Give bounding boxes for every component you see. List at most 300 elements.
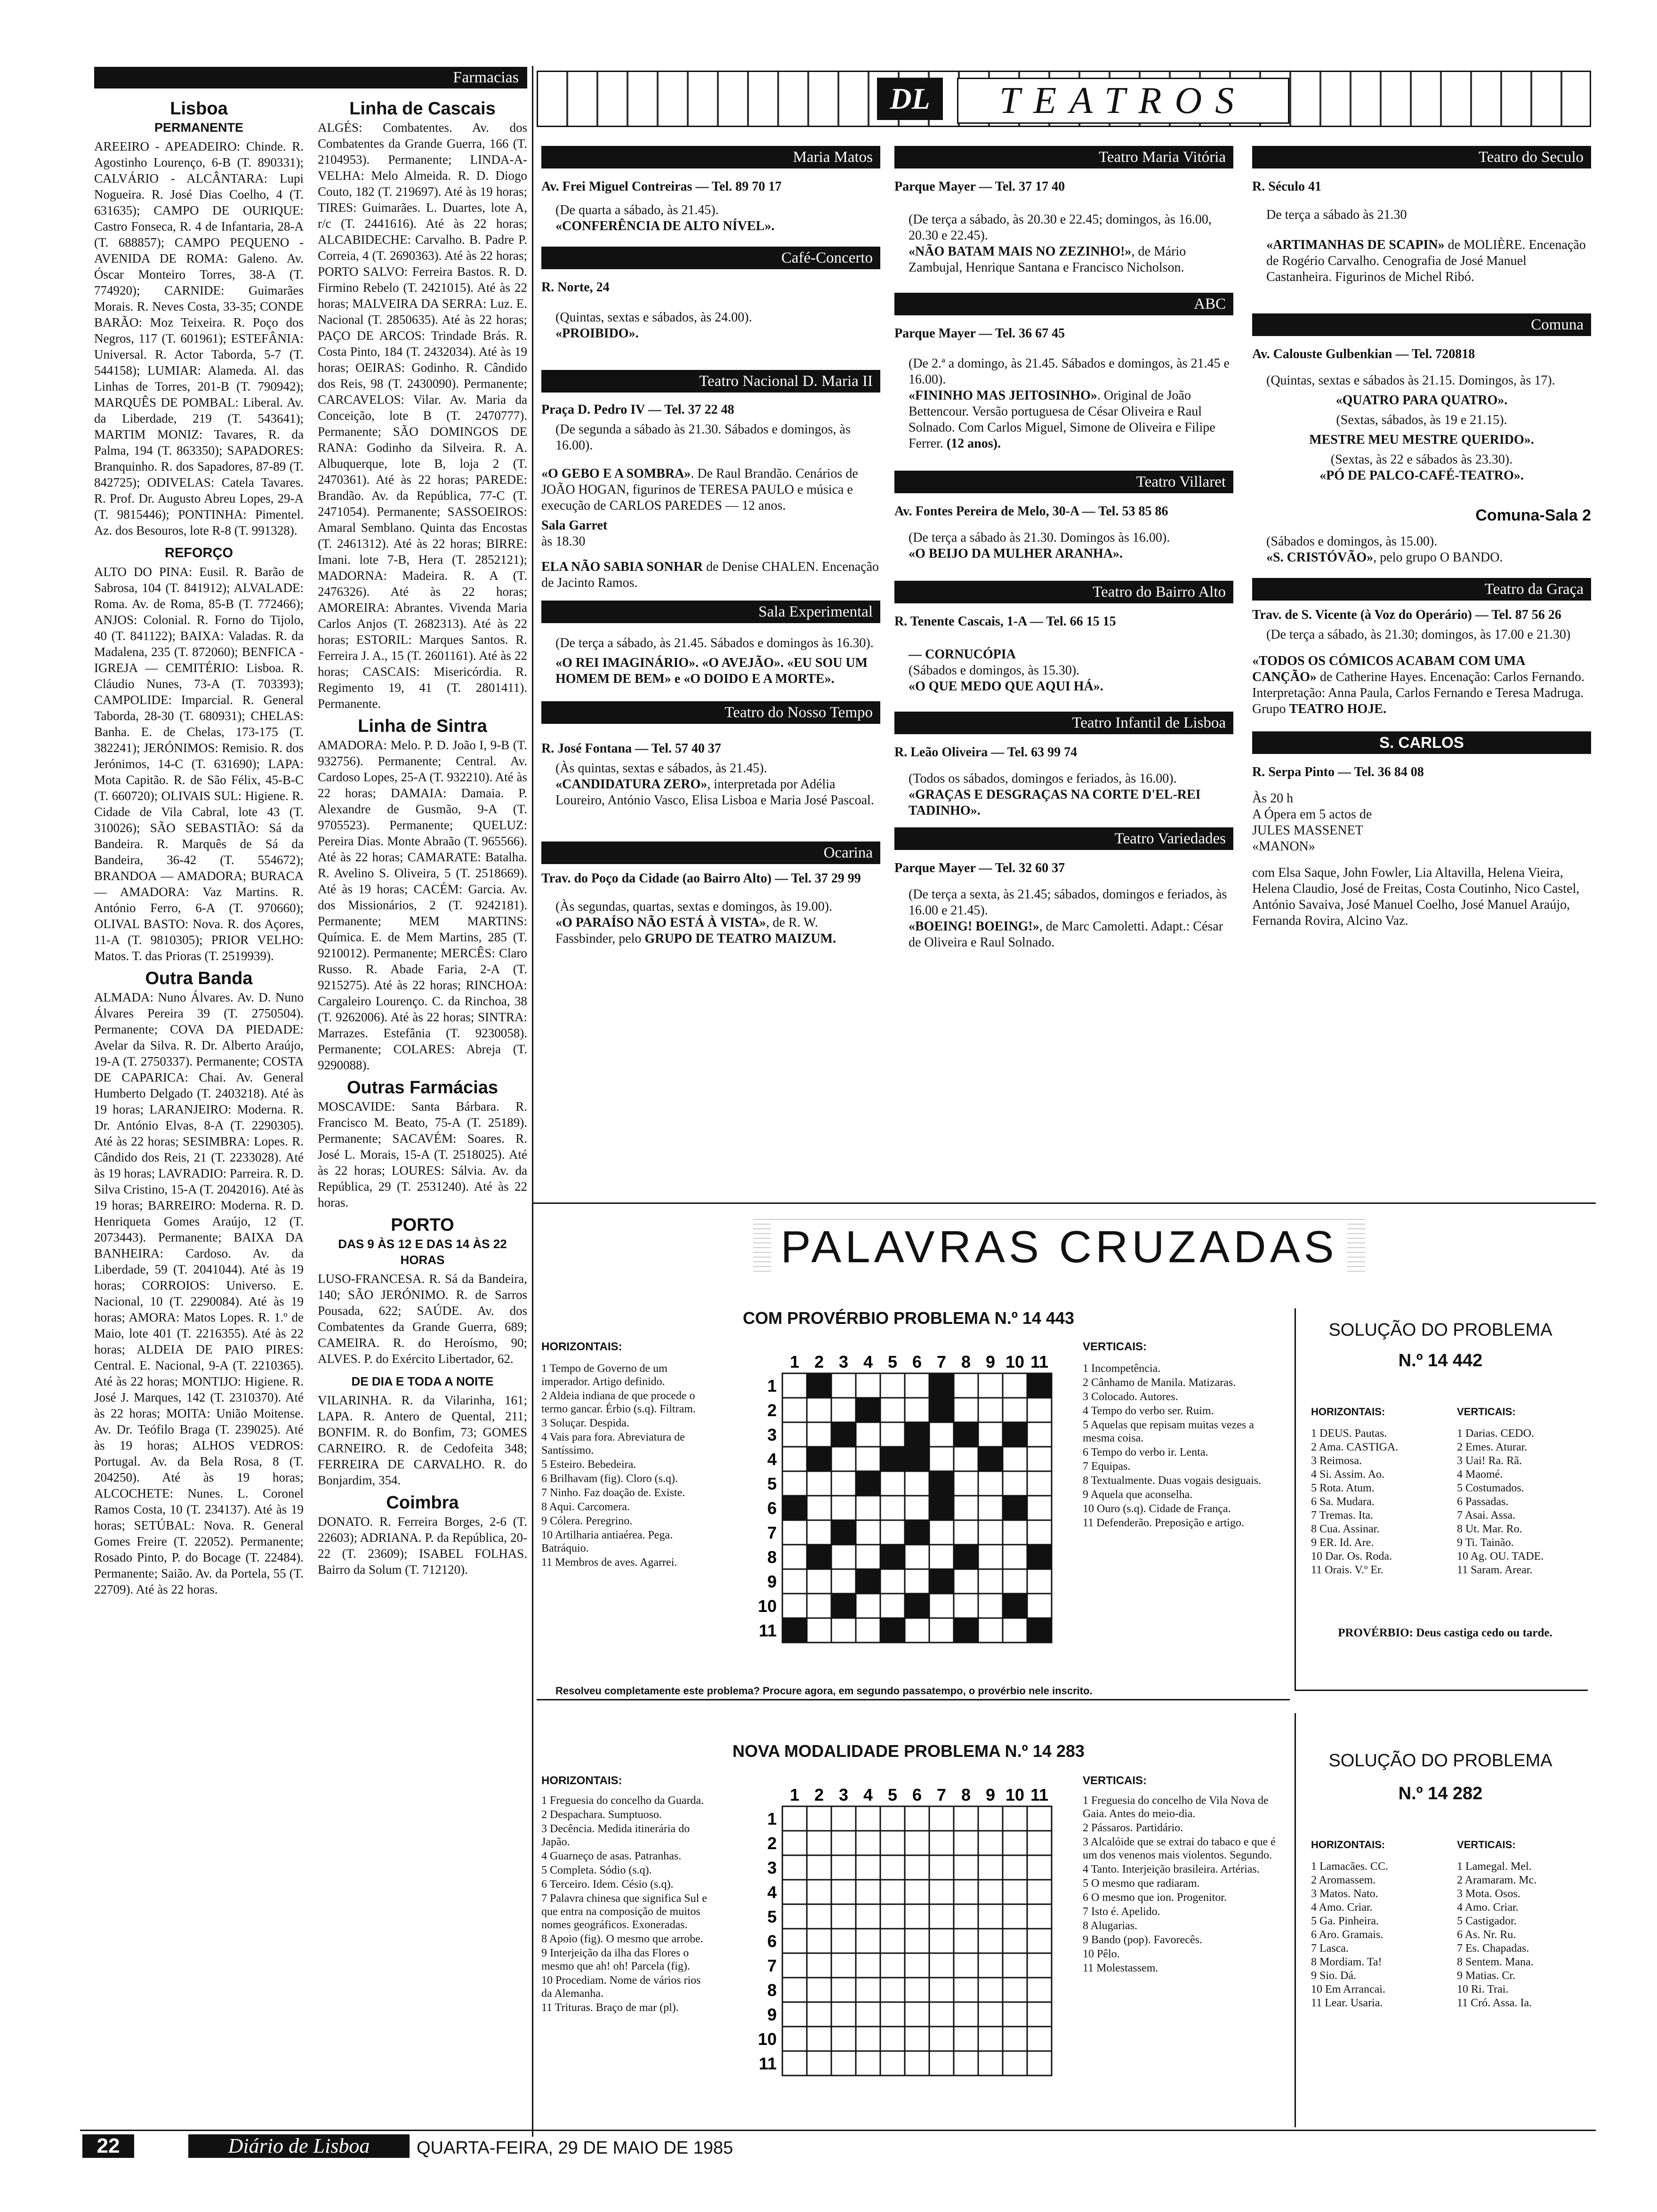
pharmacy-column-1 [94,94,304,1597]
p2-cell[interactable] [1027,1855,1052,1880]
sol1-h-6: 7 Tremas. Ita. [1311,1509,1373,1522]
p1-h-5: 6 Brilhavam (fig). Cloro (s.q). [541,1473,678,1485]
p2-cell[interactable] [929,1831,954,1855]
p1-cell[interactable] [978,1373,1003,1398]
p2-cell[interactable] [807,1806,831,1831]
p1-cell[interactable] [978,1422,1003,1447]
p2-cell[interactable] [929,1953,954,1978]
p2-cell[interactable] [856,2051,880,2076]
sol1-h-8: 9 ER. Id. Are. [1311,1537,1374,1549]
p2-cell[interactable] [782,1904,807,1929]
p2-cell[interactable] [782,2051,807,2076]
p1-cell[interactable] [880,1422,905,1447]
p2-cell[interactable] [978,1929,1003,1953]
p2-col-number: 4 [863,1785,873,1804]
p2-cell[interactable] [1003,1929,1027,1953]
p2-cell[interactable] [929,1880,954,1904]
p1-cell[interactable] [905,1569,929,1594]
p2-cell[interactable] [856,2002,880,2027]
p2-cell[interactable] [1027,1953,1052,1978]
p2-row-number: 10 [757,2029,777,2049]
p2-cell[interactable] [1003,1806,1027,1831]
p1-cell[interactable] [856,1496,880,1520]
p1-black-cell [856,1471,880,1496]
scarlos-info: Às 20 h [1252,791,1294,806]
p1-cell[interactable] [782,1520,807,1545]
p2-cell[interactable] [954,1806,978,1831]
sol2-h-5: 6 Aro. Gramais. [1311,1929,1384,1941]
p1-cell[interactable] [807,1520,831,1545]
p2-cell[interactable] [1003,1904,1027,1929]
ocarina-group: GRUPO DE TEATRO MAIZUM. [644,931,836,946]
p2-cell[interactable] [807,1831,831,1855]
p2-cell[interactable] [807,1953,831,1978]
p1-cell[interactable] [856,1373,880,1398]
p1-cell[interactable] [1027,1520,1052,1545]
p2-row-number: 4 [767,1883,777,1902]
p2-cell[interactable] [978,1953,1003,1978]
p1-cell[interactable] [856,1422,880,1447]
sol2-h-10: 11 Lear. Usaria. [1311,1997,1383,2009]
p1-cell[interactable] [954,1520,978,1545]
p1-black-cell [1027,1373,1052,1398]
p1-cell[interactable] [856,1545,880,1569]
p1-cell[interactable] [978,1496,1003,1520]
p1-cell[interactable] [905,1398,929,1422]
p1-cell[interactable] [929,1447,954,1471]
p1-cell[interactable] [880,1398,905,1422]
p2-cell[interactable] [954,1831,978,1855]
porto-list: LUSO-FRANCESA. R. Sá da Bandeira, 140; SÃO JERÓNIMO. R. de Sarros Pousada, 622; SAÚDE. Av. dos Combatentes da Grande Guerra, 689; CAMEIRA. R. do Heroísmo, 90; ALVES. P. do Exército Libertador, 62. [318,1272,527,1366]
p2-cell[interactable] [831,1855,856,1880]
p1-cell[interactable] [782,1594,807,1618]
p2-row-number: 1 [767,1809,777,1828]
p1-cell[interactable] [905,1545,929,1569]
p2-cell[interactable] [929,1978,954,2002]
p2-cell[interactable] [978,2002,1003,2027]
p1-col-number: 7 [936,1352,947,1371]
p2-cell[interactable] [880,2051,905,2076]
scarlos-composer: JULES MASSENET [1252,823,1363,838]
sol2-h-3: 4 Amo. Criar. [1311,1901,1373,1914]
p1-h-label: HORIZONTAIS: [541,1340,622,1353]
p2-vertical-clues [1083,1774,1280,1976]
comuna-info2: (Sextas, sábados, às 19 e 21.15). [1336,413,1507,427]
p2-cell[interactable] [782,1855,807,1880]
p2-cell[interactable] [954,1953,978,1978]
p1-cell[interactable] [929,1545,954,1569]
p2-cell[interactable] [1027,1806,1052,1831]
p1-cell[interactable] [978,1520,1003,1545]
p1-cell[interactable] [929,1594,954,1618]
p1-cell[interactable] [978,1545,1003,1569]
nosso-tempo-header: Teatro do Nosso Tempo [541,701,880,724]
p1-cell[interactable] [831,1447,856,1471]
p1-cell[interactable] [905,1471,929,1496]
p1-cell[interactable] [1027,1594,1052,1618]
p2-cell[interactable] [929,1855,954,1880]
p2-cell[interactable] [1027,1880,1052,1904]
p2-cell[interactable] [929,2002,954,2027]
p2-cell[interactable] [929,1806,954,1831]
p2-row-number: 7 [767,1956,777,1975]
p1-black-cell [905,1520,929,1545]
p1-cell[interactable] [1003,1398,1027,1422]
p1-cell[interactable] [1003,1373,1027,1398]
p1-black-cell [807,1373,831,1398]
coimbra-list: DONATO. R. Ferreira Borges, 2-6 (T. 22603); ADRIANA. P. da República, 20-22 (T. 23609); ISABEL FOLHAS. Bairro da Solum (T. 712120). [318,1515,527,1577]
p2-row-number: 6 [767,1931,777,1951]
experimental-info: (De terça a sábado, às 21.45. Sábados e domingos às 16.30). [555,636,874,650]
p1-cell[interactable] [880,1594,905,1618]
p1-cell[interactable] [831,1496,856,1520]
p2-cell[interactable] [929,2027,954,2051]
p2-cell[interactable] [978,1831,1003,1855]
p2-h-9: 10 Procediam. Nome de vários rios da Alemanha. [541,1974,701,2000]
p2-cell[interactable] [831,1880,856,1904]
p2-cell[interactable] [1027,1978,1052,2002]
noite-list: VILARINHA. R. da Vilarinha, 161; LAPA. R. Antero de Quental, 211; BONFIM. R. do Bonfim, 73; GOMES CARNEIRO. R. de Cedofeita 348; FERREIRA DE CARVALHO. R. do Bonjardim, 354. [318,1393,527,1487]
sol2-v-7: 8 Sentem. Mana. [1457,1956,1534,1968]
p2-cell[interactable] [831,2027,856,2051]
p2-cell[interactable] [831,2051,856,2076]
p2-cell[interactable] [905,1806,929,1831]
p1-cell[interactable] [978,1569,1003,1594]
sol2-v-3: 4 Amo. Criar. [1457,1901,1519,1914]
p2-cell[interactable] [856,1880,880,1904]
p1-h-1: 2 Aldeia indiana de que procede o termo gancar. Érbio (s.q). Filtram. [541,1390,696,1415]
p2-cell[interactable] [856,1929,880,1953]
sol1-horizontal [1311,1405,1448,1577]
p1-cell[interactable] [807,1471,831,1496]
p1-cell[interactable] [1003,1569,1027,1594]
infantil-address: R. Leão Oliveira — Tel. 63 99 74 [894,745,1078,760]
p2-cell[interactable] [1003,2002,1027,2027]
sol1-h-9: 10 Dar. Os. Roda. [1311,1550,1392,1563]
sol2-v-0: 1 Lamegal. Mel. [1457,1860,1532,1873]
maria-vitoria-address: Parque Mayer — Tel. 37 17 40 [894,179,1065,194]
sol2-num: N.º 14 282 [1398,1784,1483,1803]
p1-black-cell [807,1447,831,1471]
p1-cell[interactable] [782,1373,807,1398]
p1-cell[interactable] [807,1422,831,1447]
p2-cell[interactable] [782,1880,807,1904]
p2-cell[interactable] [1003,1831,1027,1855]
p2-v-2: 3 Alcalóide que se extrai do tabaco e que é um dos venenos mais violentos. Segundo. [1083,1836,1276,1861]
sol2-v-2: 3 Mota. Osos. [1457,1888,1520,1900]
p2-cell[interactable] [954,2002,978,2027]
p1-title: COM PROVÉRBIO PROBLEMA N.º 14 443 [743,1308,1074,1328]
p2-cell[interactable] [929,1929,954,1953]
p1-cell[interactable] [929,1422,954,1447]
p1-crossword-grid[interactable] [753,1351,1083,1671]
sol1-h-7: 8 Cua. Assinar. [1311,1523,1380,1535]
p1-cell[interactable] [831,1471,856,1496]
p2-cell[interactable] [978,2027,1003,2051]
p2-cell[interactable] [807,2051,831,2076]
p1-cell[interactable] [929,1520,954,1545]
sol1-v-10: 11 Saram. Arear. [1457,1564,1533,1576]
p2-cell[interactable] [905,1831,929,1855]
p1-cell[interactable] [782,1422,807,1447]
reforco-heading: REFORÇO [165,545,233,561]
p2-cell[interactable] [807,1978,831,2002]
p2-cell[interactable] [978,1806,1003,1831]
p2-cell[interactable] [1027,2051,1052,2076]
p2-cell[interactable] [954,1904,978,1929]
sol1-h-0: 1 DEUS. Pautas. [1311,1427,1387,1440]
comuna-show2: MESTRE MEU MESTRE QUERIDO». [1309,433,1534,447]
p1-cell[interactable] [856,1594,880,1618]
p1-cell[interactable] [1003,1471,1027,1496]
p2-row-number: 3 [767,1858,777,1877]
p1-cell[interactable] [1003,1545,1027,1569]
p1-cell[interactable] [782,1447,807,1471]
p2-cell[interactable] [978,1904,1003,1929]
p2-cell[interactable] [1027,1929,1052,1953]
p2-cell[interactable] [1003,1978,1027,2002]
p1-black-cell [905,1594,929,1618]
p1-vertical-clues [1083,1340,1280,1531]
p2-cell[interactable] [807,2027,831,2051]
p1-cell[interactable] [1003,1618,1027,1643]
p2-cell[interactable] [905,2051,929,2076]
p1-v-7: 8 Textualmente. Duas vogais desiguais. [1083,1475,1262,1487]
p2-cell[interactable] [807,1929,831,1953]
graca-address: Trav. de S. Vicente (à Voz do Operário) — Tel. 87 56 26 [1252,608,1561,622]
p2-cell[interactable] [905,1953,929,1978]
p2-cell[interactable] [831,1929,856,1953]
p2-cell[interactable] [782,1831,807,1855]
p1-cell[interactable] [782,1471,807,1496]
p2-cell[interactable] [807,1880,831,1904]
p2-cell[interactable] [880,1978,905,2002]
p1-h-9: 10 Artilharia antiaérea. Pega. Batráquio. [541,1529,673,1555]
p2-cell[interactable] [905,2002,929,2027]
p2-cell[interactable] [880,1880,905,1904]
p2-h-10: 11 Trituras. Braço de mar (pl). [541,2002,679,2014]
p2-v-4: 5 O mesmo que radiaram. [1083,1877,1200,1890]
p1-cell[interactable] [807,1594,831,1618]
p2-h-5: 6 Terceiro. Idem. Césio (s.q). [541,1878,674,1891]
p2-cell[interactable] [807,2002,831,2027]
experimental-header: Sala Experimental [541,601,880,623]
p2-h-3: 4 Guarneço de asas. Patranhas. [541,1850,682,1862]
p2-cell[interactable] [782,1806,807,1831]
p2-cell[interactable] [1003,1953,1027,1978]
sol2-horizontal [1311,1838,1448,2010]
p2-cell[interactable] [978,1880,1003,1904]
p2-cell[interactable] [831,1978,856,2002]
p1-cell[interactable] [905,1618,929,1643]
p2-cell[interactable] [905,2027,929,2051]
p1-black-cell [905,1422,929,1447]
p1-cell[interactable] [978,1618,1003,1643]
sol2-title: SOLUÇÃO DO PROBLEMA [1328,1751,1552,1771]
p2-cell[interactable] [831,1831,856,1855]
p2-cell[interactable] [954,1929,978,1953]
p2-cell[interactable] [954,2027,978,2051]
p2-cell[interactable] [856,1855,880,1880]
p1-cell[interactable] [954,1594,978,1618]
permanente-heading: PERMANENTE [154,120,243,135]
p1-cell[interactable] [782,1545,807,1569]
sol2-vertical [1457,1838,1584,2010]
p2-cell[interactable] [880,1831,905,1855]
p1-cell[interactable] [831,1545,856,1569]
p1-cell[interactable] [1027,1447,1052,1471]
sol2-h-0: 1 Lamacães. CC. [1311,1860,1388,1873]
p2-cell[interactable] [1003,2051,1027,2076]
p2-cell[interactable] [1003,1855,1027,1880]
column-divider [532,66,533,2137]
p1-black-cell [929,1471,954,1496]
p1-cell[interactable] [880,1496,905,1520]
p1-cell[interactable] [954,1496,978,1520]
p2-cell[interactable] [1027,2027,1052,2051]
p2-cell[interactable] [1027,2002,1052,2027]
p1-cell[interactable] [978,1471,1003,1496]
p1-cell[interactable] [1027,1422,1052,1447]
abc-info: (De 2.ª a domingo, às 21.45. Sábados e domingos, às 21.45 e 16.00). [909,356,1230,387]
p2-cell[interactable] [782,1978,807,2002]
p2-cell[interactable] [954,1978,978,2002]
p2-cell[interactable] [880,1855,905,1880]
p2-cell[interactable] [782,2002,807,2027]
p1-cell[interactable] [782,1398,807,1422]
p2-cell[interactable] [880,1953,905,1978]
p2-cell[interactable] [831,2002,856,2027]
p2-cell[interactable] [880,1929,905,1953]
p1-cell[interactable] [856,1520,880,1545]
p2-h-6: 7 Palavra chinesa que significa Sul e que entra na composição de muitos nomes geográficos. Exoneradas. [541,1892,707,1931]
p1-cell[interactable] [831,1373,856,1398]
p2-cell[interactable] [905,1978,929,2002]
p2-cell[interactable] [856,1806,880,1831]
p2-cell[interactable] [954,1855,978,1880]
p2-cell[interactable] [831,1953,856,1978]
nacional-desc2: de Denise CHALEN. Encenação de Jacinto Ramos. [541,560,879,590]
p1-cell[interactable] [954,1373,978,1398]
p2-cell[interactable] [831,1806,856,1831]
p1-cell[interactable] [905,1496,929,1520]
p1-cell[interactable] [880,1569,905,1594]
p1-cell[interactable] [807,1398,831,1422]
outra-banda-heading: Outra Banda [145,969,253,988]
p1-row-number: 2 [767,1401,777,1420]
p2-cell[interactable] [905,1929,929,1953]
p1-cell[interactable] [978,1398,1003,1422]
p2-cell[interactable] [782,1953,807,1978]
p1-cell[interactable] [954,1471,978,1496]
p1-cell[interactable] [1003,1447,1027,1471]
p1-v-label: VERTICAIS: [1083,1340,1147,1353]
p2-cell[interactable] [929,2051,954,2076]
p1-cell[interactable] [954,1569,978,1594]
p2-cell[interactable] [856,1831,880,1855]
p2-cell[interactable] [831,1904,856,1929]
p2-cell[interactable] [880,1806,905,1831]
maria-vitoria-header: Teatro Maria Vitória [894,146,1233,168]
p1-cell[interactable] [807,1569,831,1594]
p2-col-number: 8 [961,1785,971,1804]
p1-cell[interactable] [831,1618,856,1643]
p2-cell[interactable] [856,1978,880,2002]
p1-cell[interactable] [856,1618,880,1643]
p1-cell[interactable] [954,1398,978,1422]
scarlos-address: R. Serpa Pinto — Tel. 36 84 08 [1252,765,1424,779]
p1-cell[interactable] [905,1373,929,1398]
sol1-h-1: 2 Ama. CASTIGA. [1311,1441,1399,1453]
seculo-header: Teatro do Seculo [1252,146,1591,168]
p1-cell[interactable] [831,1398,856,1422]
maria-matos-header: Maria Matos [541,146,880,168]
newspaper-name: Diário de Lisboa [188,2134,410,2158]
p2-cell[interactable] [1027,1831,1052,1855]
p2-cell[interactable] [978,1855,1003,1880]
p1-cell[interactable] [880,1373,905,1398]
p1-cell[interactable] [807,1618,831,1643]
p2-cell[interactable] [880,2002,905,2027]
maria-matos-info: (De quarta a sábado, às 21.45). [555,203,719,217]
p2-cell[interactable] [880,2027,905,2051]
p2-cell[interactable] [856,1953,880,1978]
scarlos-opera: «MANON» [1252,839,1315,854]
p2-cell[interactable] [1027,1904,1052,1929]
p1-cell[interactable] [831,1569,856,1594]
p2-h-0: 1 Freguesia do concelho da Guarda. [541,1795,704,1807]
p1-cell[interactable] [856,1447,880,1471]
nacional-sala: Sala Garret [541,518,608,533]
p2-cell[interactable] [856,2027,880,2051]
farmacias-header: Farmacias [94,67,527,88]
p1-cell[interactable] [929,1618,954,1643]
p2-cell[interactable] [1003,2027,1027,2051]
p1-cell[interactable] [807,1496,831,1520]
p2-cell[interactable] [929,1904,954,1929]
p2-cell[interactable] [880,1904,905,1929]
p1-cell[interactable] [880,1471,905,1496]
p2-cell[interactable] [782,2027,807,2051]
comuna-sala2-header: Comuna-Sala 2 [1475,506,1591,524]
p1-cell[interactable] [880,1520,905,1545]
sol2-v-8: 9 Matias. Cr. [1457,1970,1515,1982]
p1-cell[interactable] [782,1569,807,1594]
p2-cell[interactable] [905,1855,929,1880]
p1-cell[interactable] [978,1594,1003,1618]
seculo-address: R. Século 41 [1252,179,1321,194]
p2-cell[interactable] [978,1978,1003,2002]
p2-cell[interactable] [978,2051,1003,2076]
p1-cell[interactable] [1003,1520,1027,1545]
p1-cell[interactable] [1027,1471,1052,1496]
p2-cell[interactable] [905,1904,929,1929]
p1-cell[interactable] [1027,1496,1052,1520]
p2-cell[interactable] [782,1929,807,1953]
p2-crossword-grid[interactable] [753,1784,1083,2108]
p1-cell[interactable] [1027,1398,1052,1422]
p2-cell[interactable] [954,2051,978,2076]
p2-cell[interactable] [905,1880,929,1904]
p1-cell[interactable] [1027,1569,1052,1594]
p2-cell[interactable] [807,1904,831,1929]
p2-cell[interactable] [954,1880,978,1904]
outra-banda-list: ALMADA: Nuno Álvares. Av. D. Nuno Álvares Pereira 39 (T. 2750504). Permanente; COVA DA PIEDADE: Avelar da Silva. R. Dr. Alberto Araújo, 19-A (T. 2750337). Permanente; COSTA DE CAPARICA: Chai. Av. General Humberto Delgado (T. 2403218). Até às 19 horas; LARANJEIRO: Moderna. R. Dr. António Elvas, 8-A (T. 2290305). Até às 22 horas; SESIMBRA: Lopes. R. Cândido dos Reis, 21 (T. 2233028). Até às 19 horas; LAVRADIO: Parreira. R. D. Silva Cristino, 15-A (T. 2042016). Até às 19 horas; BARREIRO: Moderna. R. D. Henriqueta Gomes Araújo, 12 (T. 2073443). Permanente; BAIXA DA BANHEIRA: Cardoso. Av. da Liberdade, 59 (T. 2041044). Até às 19 horas; CORROIOS: Universo. E. Nacional, 10 (T. 2290084). Até às 19 horas; AMORA: Matos Lopes. R. 1.º de Maio, lote 401 (T. 2216355). Até às 22 horas; ALDEIA DE PAIO PIRES: Central. E. Nacional, 9-A (T. 2210365). Até às 22 horas; MONTIJO: Higiene. R. José J. Marques, 142 (T. 2310370). Até às 22 horas; MOITA: União Moitense. Av. Dr. Teófilo Braga (T. 239025). Até às 19 horas; ALHOS VEDROS: Portugal. Av. da Bela Rosa, 8 (T. 204250). Até às 19 horas; ALCOCHETE: Nunes. L. Coronel Ramos Costa, 10 (T. 234137). Até às 19 horas; SETÚBAL: Nova. R. General Gomes Freire (T. 22052). Permanente; Rosado Pinto, P. do Bocage (T. 22484). Permanente; Saião. Av. da Portela, 55 (T. 22709). Até às 22 horas. [94,990,304,1596]
p2-cell[interactable] [856,1904,880,1929]
p2-cell[interactable] [807,1855,831,1880]
p2-cell[interactable] [1003,1880,1027,1904]
p1-cell[interactable] [954,1447,978,1471]
